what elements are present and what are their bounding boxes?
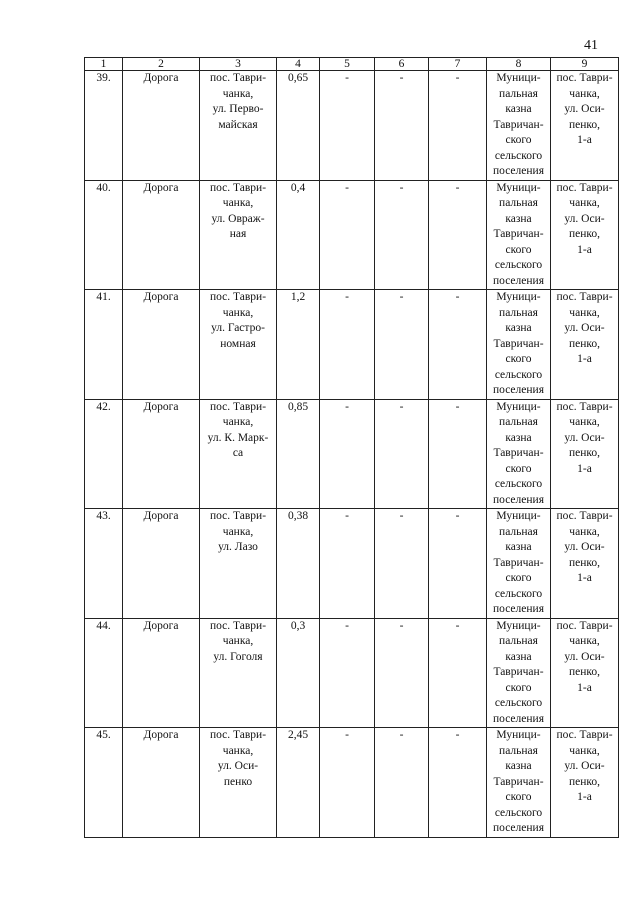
row-number-cell [85, 180, 123, 290]
owner-cell-text: Муници- пальная казна Тавричан- ского сельского поселения [493, 72, 544, 177]
column-number: 5 [320, 58, 375, 71]
column-6-cell-text: - [399, 291, 404, 303]
address-cell-text: пос. Таври- чанка, ул. Лазо [209, 510, 267, 553]
object-name-cell [123, 618, 200, 728]
owner-cell-text: Муници- пальная казна Тавричан- ского сельского поселения [493, 510, 544, 615]
object-name-cell-text: Дорога [143, 72, 179, 84]
object-name-cell-text: Дорога [143, 291, 179, 303]
owner-cell [487, 71, 551, 181]
length-cell-text: 2,45 [287, 729, 309, 741]
column-6-cell [375, 728, 429, 838]
location-cell [551, 728, 619, 838]
length-cell-text: 0,3 [290, 619, 306, 632]
row-number-cell-text: 44. [96, 619, 111, 632]
column-6-cell-text: - [399, 400, 404, 413]
column-5-cell-text: - [345, 510, 349, 522]
object-name-cell [123, 728, 200, 838]
location-cell-text: пос. Таври- чанка, ул. Оси- пенко, 1-а [556, 400, 613, 475]
table-row [85, 71, 619, 181]
column-5-cell [320, 180, 375, 290]
row-number-cell [85, 509, 123, 619]
owner-cell [487, 509, 551, 619]
location-cell [551, 71, 619, 181]
column-7-cell [429, 509, 487, 619]
owner-cell [487, 290, 551, 400]
object-name-cell-text: Дорога [143, 400, 179, 413]
column-number: 4 [277, 58, 320, 71]
registry-table [84, 57, 619, 838]
column-5-cell-text: - [345, 72, 349, 84]
object-name-cell [123, 180, 200, 290]
location-cell-text: пос. Таври- чанка, ул. Оси- пенко, 1-а [556, 510, 613, 584]
location-cell-text: пос. Таври- чанка, ул. Оси- пенко, 1-а [556, 291, 613, 365]
location-cell-text: пос. Таври- чанка, ул. Оси- пенко, 1-а [556, 181, 613, 256]
row-number-cell-text: 40. [96, 181, 111, 194]
column-7-cell-text: - [455, 619, 460, 632]
address-cell [200, 71, 277, 181]
owner-cell-text: Муници- пальная казна Тавричан- ского сельского поселения [493, 181, 544, 287]
column-6-cell-text: - [399, 729, 404, 741]
object-name-cell [123, 399, 200, 509]
column-5-cell [320, 618, 375, 728]
length-cell [277, 509, 320, 619]
address-cell-text: пос. Таври- чанка, ул. К. Марк- са [207, 400, 269, 459]
column-7-cell [429, 180, 487, 290]
length-cell-text: 0,38 [287, 510, 309, 522]
column-6-cell [375, 399, 429, 509]
address-cell-text: пос. Таври- чанка, ул. Оси- пенко [209, 729, 267, 788]
location-cell [551, 180, 619, 290]
owner-cell [487, 399, 551, 509]
row-number-cell [85, 728, 123, 838]
address-cell-text: пос. Таври- чанка, ул. Гастро- номная [209, 291, 267, 350]
column-7-cell-text: - [455, 729, 460, 741]
row-number-cell-text: 42. [96, 400, 111, 413]
column-5-cell-text: - [345, 400, 349, 413]
location-cell [551, 618, 619, 728]
row-number-cell [85, 618, 123, 728]
column-6-cell-text: - [399, 510, 404, 522]
column-7-cell-text: - [455, 72, 460, 84]
row-number-cell-text: 39. [96, 72, 111, 84]
column-7-cell-text: - [455, 291, 460, 303]
table-row [85, 180, 619, 290]
column-7-cell [429, 290, 487, 400]
owner-cell [487, 180, 551, 290]
column-number: 8 [487, 58, 551, 71]
owner-cell-text: Муници- пальная казна Тавричан- ского сельского поселения [493, 619, 544, 725]
object-name-cell [123, 71, 200, 181]
column-7-cell-text: - [455, 510, 460, 522]
object-name-cell-text: Дорога [143, 510, 179, 522]
column-7-cell [429, 399, 487, 509]
location-cell-text: пос. Таври- чанка, ул. Оси- пенко, 1-а [556, 72, 613, 146]
column-6-cell [375, 618, 429, 728]
object-name-cell-text: Дорога [143, 619, 179, 632]
column-5-cell [320, 399, 375, 509]
column-5-cell [320, 509, 375, 619]
owner-cell-text: Муници- пальная казна Тавричан- ского сельского поселения [493, 291, 544, 396]
column-number: 9 [551, 58, 619, 71]
owner-cell [487, 728, 551, 838]
table-row [85, 509, 619, 619]
column-7-cell [429, 728, 487, 838]
column-5-cell [320, 728, 375, 838]
column-number: 2 [123, 58, 200, 71]
column-6-cell-text: - [399, 619, 404, 632]
length-cell [277, 290, 320, 400]
address-cell-text: пос. Таври- чанка, ул. Гоголя [209, 619, 267, 663]
column-7-cell [429, 71, 487, 181]
column-5-cell-text: - [345, 619, 349, 632]
column-5-cell-text: - [345, 729, 349, 741]
address-cell-text: пос. Таври- чанка, ул. Перво- майская [209, 72, 267, 131]
column-6-cell [375, 71, 429, 181]
location-cell [551, 509, 619, 619]
length-cell-text: 1,2 [290, 291, 306, 303]
address-cell [200, 509, 277, 619]
table-row [85, 290, 619, 400]
owner-cell-text: Муници- пальная казна Тавричан- ского сельского поселения [493, 400, 544, 506]
table-row [85, 618, 619, 728]
object-name-cell [123, 290, 200, 400]
owner-cell [487, 618, 551, 728]
row-number-cell [85, 399, 123, 509]
location-cell-text: пос. Таври- чанка, ул. Оси- пенко, 1-а [556, 619, 613, 694]
address-cell-text: пос. Таври- чанка, ул. Овраж- ная [209, 181, 267, 240]
column-number: 6 [375, 58, 429, 71]
length-cell [277, 71, 320, 181]
page-number: 41 [584, 38, 598, 53]
column-5-cell [320, 71, 375, 181]
table-row [85, 728, 619, 838]
address-cell [200, 399, 277, 509]
address-cell [200, 290, 277, 400]
owner-cell-text: Муници- пальная казна Тавричан- ского сельского поселения [493, 729, 544, 834]
column-7-cell-text: - [455, 400, 460, 413]
object-name-cell-text: Дорога [143, 729, 179, 741]
column-6-cell [375, 290, 429, 400]
length-cell [277, 180, 320, 290]
column-6-cell [375, 509, 429, 619]
row-number-cell-text: 41. [96, 291, 111, 303]
length-cell-text: 0,85 [287, 400, 309, 413]
column-6-cell-text: - [399, 181, 404, 194]
address-cell [200, 180, 277, 290]
object-name-cell-text: Дорога [143, 181, 179, 194]
column-7-cell [429, 618, 487, 728]
column-5-cell-text: - [345, 181, 349, 194]
column-5-cell-text: - [345, 291, 349, 303]
column-6-cell-text: - [399, 72, 404, 84]
column-5-cell [320, 290, 375, 400]
address-cell [200, 728, 277, 838]
column-6-cell [375, 180, 429, 290]
length-cell-text: 0,4 [290, 181, 306, 194]
length-cell [277, 399, 320, 509]
length-cell [277, 618, 320, 728]
row-number-cell [85, 71, 123, 181]
object-name-cell [123, 509, 200, 619]
row-number-cell [85, 290, 123, 400]
column-number: 1 [85, 58, 123, 71]
row-number-cell-text: 45. [96, 729, 111, 741]
table-row [85, 399, 619, 509]
length-cell-text: 0,65 [287, 72, 309, 84]
location-cell-text: пос. Таври- чанка, ул. Оси- пенко, 1-а [556, 729, 613, 803]
column-7-cell-text: - [455, 181, 460, 194]
column-number-row [85, 58, 619, 71]
length-cell [277, 728, 320, 838]
row-number-cell-text: 43. [96, 510, 111, 522]
location-cell [551, 399, 619, 509]
column-number: 3 [200, 58, 277, 71]
address-cell [200, 618, 277, 728]
location-cell [551, 290, 619, 400]
column-number: 7 [429, 58, 487, 71]
